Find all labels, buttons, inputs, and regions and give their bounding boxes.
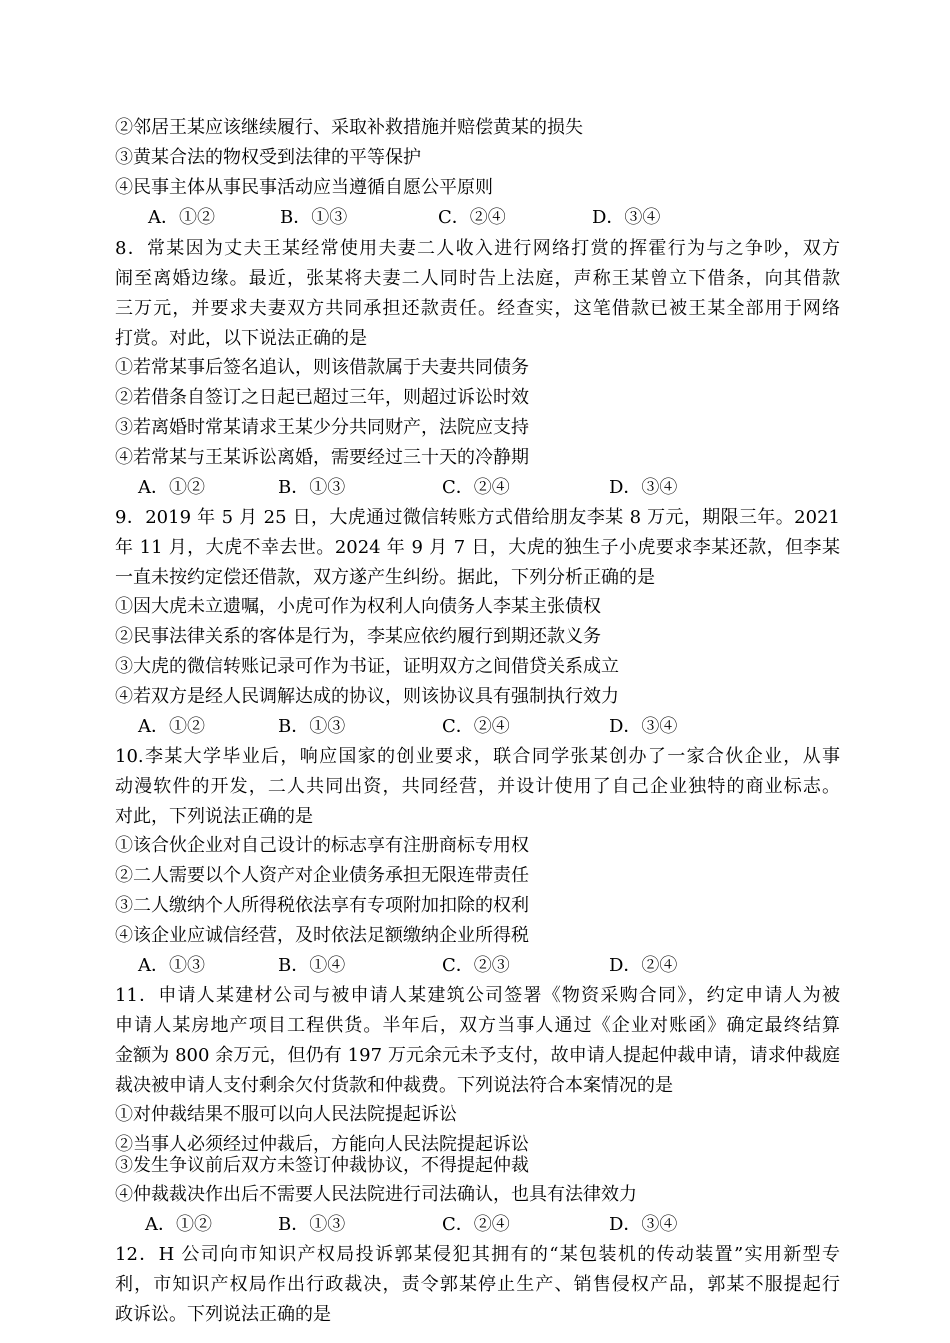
q8-item-3: ③若离婚时常某请求王某少分共同财产，法院应支持 [115,417,529,438]
q11-item-2: ②当事人必须经过仲裁后，方能向人民法院提起诉讼 [115,1134,529,1155]
q9-option-b: B．①③ [278,716,346,737]
q8-stem-line-3: 三万元，并要求夫妻双方共同承担还款责任。经查实，这笔借款已被王某全部用于网络 [115,298,840,319]
q10-item-1: ①该合伙企业对自己设计的标志享有注册商标专用权 [115,835,529,856]
q10-option-a: A．①③ [138,955,205,976]
q9-item-2: ②民事法律关系的客体是行为，李某应依约履行到期还款义务 [115,626,601,647]
q10-option-b: B．①④ [278,955,346,976]
q9-stem-line-2: 年 11 月，大虎不幸去世。2024 年 9 月 7 日，大虎的独生子小虎要求李某还款，但李某 [115,537,840,558]
q8-option-a: A．①② [138,477,205,498]
q8-option-b: B．①③ [278,477,346,498]
q10-option-c: C．②③ [442,955,510,976]
q11-item-3: ③发生争议前后双方未签订仲裁协议，不得提起仲裁 [115,1155,529,1176]
q11-option-b: B．①③ [278,1214,346,1235]
q9-stem-line-1: 9．2019 年 5 月 25 日，大虎通过微信转账方式借给朋友李某 8 万元，期限三年。2021 [115,507,840,528]
q12-stem-line-2: 利，市知识产权局作出行政裁决，责令郭某停止生产、销售侵权产品，郭某不服提起行 [115,1274,840,1295]
q9-stem-line-3: 一直未按约定偿还借款，双方遂产生纠纷。据此，下列分析正确的是 [115,567,655,588]
q8-stem-line-2: 闹至离婚边缘。最近，张某将夫妻二人同时告上法庭，声称王某曾立下借条，向其借款 [115,268,840,289]
q8-item-4: ④若常某与王某诉讼离婚，需要经过三十天的冷静期 [115,447,529,468]
q9-option-d: D．③④ [609,716,678,737]
q11-stem-line-2: 申请人某房地产项目工程供货。半年后，双方当事人通过《企业对账函》确定最终结算 [115,1015,840,1036]
q9-option-c: C．②④ [442,716,510,737]
q7-option-d: D．③④ [592,207,661,228]
q7-item-2: ②邻居王某应该继续履行、采取补救措施并赔偿黄某的损失 [115,117,583,138]
q10-item-2: ②二人需要以个人资产对企业债务承担无限连带责任 [115,865,529,886]
q10-stem-line-3: 对此，下列说法正确的是 [115,806,313,827]
q11-stem-line-3: 金额为 800 余万元，但仍有 197 万元余元未予支付，故申请人提起仲裁申请，请求仲裁庭 [115,1045,840,1066]
q7-option-b: B．①③ [280,207,348,228]
q11-option-a: A．①② [145,1214,212,1235]
q11-stem-line-1: 11．申请人某建材公司与被申请人某建筑公司签署《物资采购合同》，约定申请人为被 [115,985,840,1006]
q10-stem-line-2: 动漫软件的开发，二人共同出资，共同经营，并设计使用了自己企业独特的商业标志。 [115,776,840,797]
q11-option-d: D．③④ [609,1214,678,1235]
q9-item-1: ①因大虎未立遗嘱，小虎可作为权利人向债务人李某主张债权 [115,596,601,617]
q10-stem-line-1: 10.李某大学毕业后，响应国家的创业要求，联合同学张某创办了一家合伙企业，从事 [115,746,840,767]
q9-item-3: ③大虎的微信转账记录可作为书证，证明双方之间借贷关系成立 [115,656,619,677]
q9-option-a: A．①② [138,716,205,737]
q11-option-c: C．②④ [442,1214,510,1235]
q7-item-4: ④民事主体从事民事活动应当遵循自愿公平原则 [115,177,493,198]
q12-stem-line-3: 政诉讼。下列说法正确的是 [115,1304,331,1325]
q8-item-2: ②若借条自签订之日起已超过三年，则超过诉讼时效 [115,387,529,408]
q9-item-4: ④若双方是经人民调解达成的协议，则该协议具有强制执行效力 [115,686,619,707]
q11-item-4: ④仲裁裁决作出后不需要人民法院进行司法确认，也具有法律效力 [115,1184,637,1205]
q7-option-c: C．②④ [438,207,506,228]
q8-stem-line-4: 打赏。对此，以下说法正确的是 [115,328,367,349]
q10-option-d: D．②④ [609,955,678,976]
q8-option-c: C．②④ [442,477,510,498]
q7-option-a: A．①② [148,207,215,228]
q7-item-3: ③黄某合法的物权受到法律的平等保护 [115,147,421,168]
q8-option-d: D．③④ [609,477,678,498]
q10-item-4: ④该企业应诚信经营，及时依法足额缴纳企业所得税 [115,925,529,946]
q11-stem-line-4: 裁决被申请人支付剩余欠付货款和仲裁费。下列说法符合本案情况的是 [115,1075,673,1096]
q8-item-1: ①若常某事后签名追认，则该借款属于夫妻共同债务 [115,357,529,378]
q10-item-3: ③二人缴纳个人所得税依法享有专项附加扣除的权利 [115,895,529,916]
q8-stem-line-1: 8．常某因为丈夫王某经常使用夫妻二人收入进行网络打赏的挥霍行为与之争吵，双方 [115,238,840,259]
q12-stem-line-1: 12．H 公司向市知识产权局投诉郭某侵犯其拥有的“某包装机的传动装置”实用新型专 [115,1244,840,1265]
q11-item-1: ①对仲裁结果不服可以向人民法院提起诉讼 [115,1104,457,1125]
